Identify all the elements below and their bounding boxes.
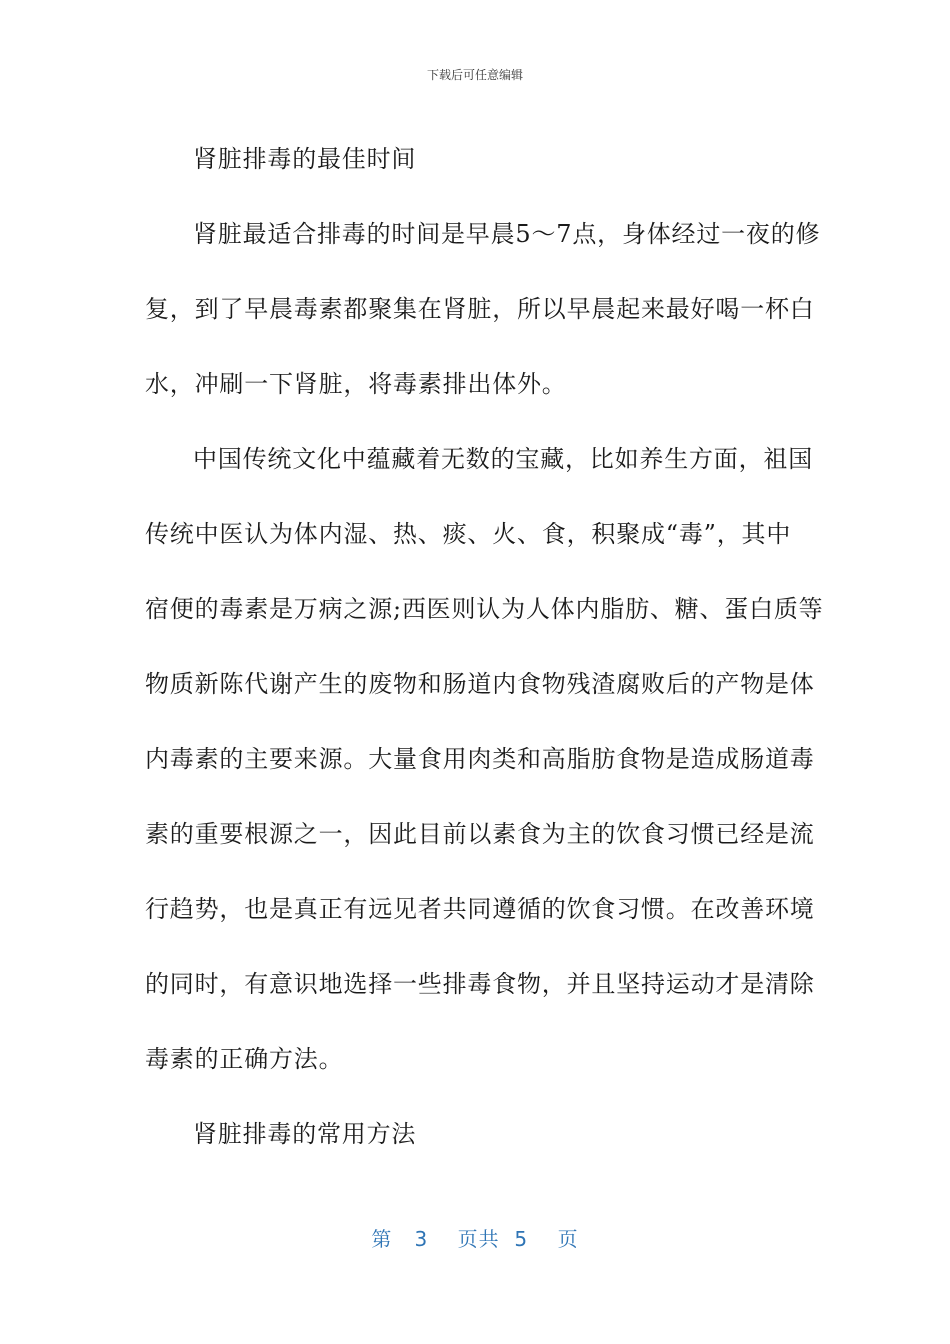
text-line: 肾脏最适合排毒的时间是早晨5～7点，身体经过一夜的修 bbox=[193, 220, 821, 248]
text-line: 的同时，有意识地选择一些排毒食物，并且坚持运动才是清除 bbox=[145, 970, 815, 998]
text-line: 复，到了早晨毒素都聚集在肾脏，所以早晨起来最好喝一杯白 bbox=[145, 295, 815, 323]
text-line: 素的重要根源之一，因此目前以素食为主的饮食习惯已经是流 bbox=[145, 820, 815, 848]
paragraph-kidney-detox-time bbox=[145, 197, 821, 422]
section-heading-common-methods bbox=[145, 1097, 805, 1172]
page-header bbox=[0, 67, 950, 83]
footer-middle: 页共 bbox=[457, 1227, 500, 1251]
text-line: 传统中医认为体内湿、热、痰、火、食，积聚成“毒”，其中 bbox=[145, 520, 792, 548]
section-heading-best-time bbox=[145, 122, 805, 197]
footer-total-pages: 5 bbox=[514, 1227, 529, 1251]
page-footer bbox=[0, 1226, 950, 1252]
text-line: 肾脏排毒的常用方法 bbox=[193, 1120, 417, 1148]
text-line: 内毒素的主要来源。大量食用肉类和高脂肪食物是造成肠道毒 bbox=[145, 745, 815, 773]
footer-suffix: 页 bbox=[557, 1227, 579, 1251]
paragraph-tcm-detox bbox=[145, 422, 824, 1097]
text-line: 中国传统文化中蕴藏着无数的宝藏，比如养生方面，祖国 bbox=[193, 445, 813, 473]
header-note: 下载后可任意编辑 bbox=[426, 68, 523, 82]
text-line: 水，冲刷一下肾脏，将毒素排出体外。 bbox=[145, 370, 567, 398]
text-line: 宿便的毒素是万病之源;西医则认为人体内脂肪、糖、蛋白质等 bbox=[145, 595, 824, 623]
text-line: 肾脏排毒的最佳时间 bbox=[193, 145, 417, 173]
text-line: 行趋势，也是真正有远见者共同遵循的饮食习惯。在改善环境 bbox=[145, 895, 815, 923]
footer-current-page: 3 bbox=[414, 1227, 429, 1251]
document-body bbox=[145, 122, 824, 1172]
footer-prefix: 第 bbox=[371, 1227, 393, 1251]
text-line: 毒素的正确方法。 bbox=[145, 1045, 344, 1073]
text-line: 物质新陈代谢产生的废物和肠道内食物残渣腐败后的产物是体 bbox=[145, 670, 815, 698]
